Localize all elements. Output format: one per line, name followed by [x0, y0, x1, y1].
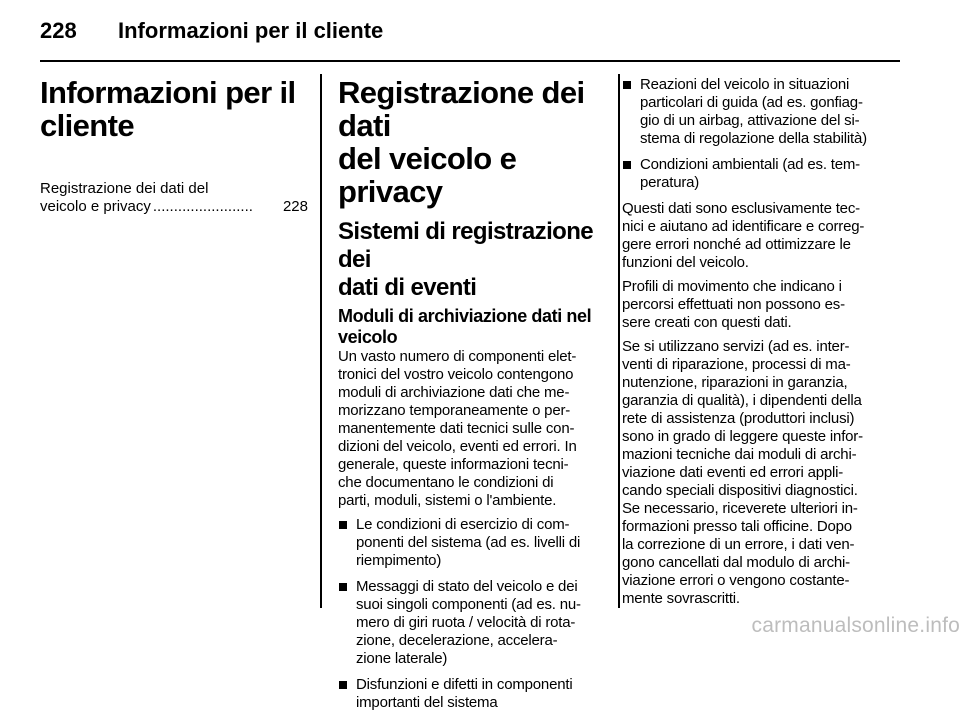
text-line: viazione errori o vengono costante- — [622, 572, 849, 589]
subsection-title-line: Sistemi di registrazione dei — [338, 218, 593, 273]
text-line: viazione dati eventi ed errori appli- — [622, 464, 843, 481]
list-item — [622, 76, 902, 148]
section-title — [338, 76, 604, 208]
chapter-title — [40, 76, 308, 142]
text-line: manentemente dati tecnici sulle con- — [338, 420, 574, 437]
bullet-square-icon — [339, 521, 347, 529]
toc-page-number: 228 — [283, 198, 308, 216]
text-line: suoi singoli componenti (ad es. nu- — [356, 596, 581, 613]
toc-entry-line: veicolo e privacy — [40, 198, 151, 216]
text-line: formazioni presso tali officine. Dopo — [622, 518, 852, 535]
text-line: ponenti del sistema (ad es. livelli di — [356, 534, 580, 551]
chapter-title-line: Informazioni per il — [40, 75, 296, 110]
section-title-line: Registrazione dei dati — [338, 75, 584, 143]
header-rule — [40, 60, 900, 62]
text-line: venti di riparazione, processi di ma- — [622, 356, 851, 373]
text-line: cando speciali dispositivi diagnostici. — [622, 482, 858, 499]
subsection-title-line: dati di eventi — [338, 274, 476, 301]
list-item — [622, 156, 902, 192]
text-line: riempimento) — [356, 552, 441, 569]
running-title: Informazioni per il cliente — [118, 18, 383, 44]
toc-entry-line: Registrazione dei dati del — [40, 180, 308, 198]
chapter-title-line: cliente — [40, 108, 134, 143]
text-line: garanzia di qualità), i dipendenti della — [622, 392, 862, 409]
text-line: stema di regolazione della stabilità) — [640, 130, 867, 147]
body-paragraph — [622, 200, 902, 272]
text-line: mero di giri ruota / velocità di rota- — [356, 614, 575, 631]
bullet-square-icon — [339, 583, 347, 591]
text-line: nutenzione, riparazioni in garanzia, — [622, 374, 847, 391]
text-line: che documentano le condizioni di — [338, 474, 553, 491]
column-divider-2 — [618, 74, 620, 608]
subsubsection-title — [338, 306, 604, 348]
body-paragraph — [338, 348, 604, 510]
text-line: mazioni tecniche dai moduli di archi- — [622, 446, 856, 463]
list-item — [338, 516, 604, 570]
text-line: peratura) — [640, 174, 699, 191]
bullet-square-icon — [339, 681, 347, 689]
text-line: rete di assistenza (produttori inclusi) — [622, 410, 854, 427]
text-line: gono cancellati dal modulo di archi- — [622, 554, 850, 571]
text-line: dizioni del veicolo, eventi ed errori. In — [338, 438, 577, 455]
text-line: Profili di movimento che indicano i — [622, 278, 842, 295]
section-title-line: del veicolo e privacy — [338, 141, 516, 209]
text-line: generale, queste informazioni tecni- — [338, 456, 568, 473]
text-line: morizzano temporaneamente o per- — [338, 402, 570, 419]
text-line: la correzione di un errore, i dati ven- — [622, 536, 854, 553]
list-item — [338, 578, 604, 668]
column-3 — [622, 76, 902, 614]
bullet-list — [622, 76, 902, 192]
text-line: particolari di guida (ad es. gonfiag- — [640, 94, 863, 111]
text-line: sono in grado di leggere queste infor- — [622, 428, 863, 445]
page-number: 228 — [40, 18, 77, 44]
watermark: carmanualsonline.info — [752, 614, 960, 638]
text-line: gio di un airbag, attivazione del si- — [640, 112, 859, 129]
text-line: Se si utilizzano servizi (ad es. inter- — [622, 338, 849, 355]
text-line: gere errori nonché ad ottimizzare le — [622, 236, 851, 253]
text-line: sere creati con questi dati. — [622, 314, 792, 331]
toc-leader-dots: ........................ — [151, 198, 283, 216]
text-line: Questi dati sono esclusivamente tec- — [622, 200, 860, 217]
column-1 — [40, 76, 308, 216]
text-line: Le condizioni di esercizio di com- — [356, 516, 569, 533]
text-line: importanti del sistema — [356, 694, 498, 711]
text-line: tronici del vostro veicolo contengono — [338, 366, 573, 383]
bullet-square-icon — [623, 81, 631, 89]
text-line: percorsi effettuati non possono es- — [622, 296, 845, 313]
column-2 — [338, 76, 604, 720]
bullet-list — [338, 516, 604, 712]
body-paragraph — [622, 338, 902, 608]
list-item — [338, 676, 604, 712]
text-line: moduli di archiviazione dati che me- — [338, 384, 569, 401]
text-line: Se necessario, riceverete ulteriori in- — [622, 500, 858, 517]
text-line: Messaggi di stato del veicolo e dei — [356, 578, 577, 595]
subsubsection-title-line: Moduli di archiviazione dati nel — [338, 306, 591, 326]
text-line: zione laterale) — [356, 650, 447, 667]
text-line: mente sovrascritti. — [622, 590, 740, 607]
subsubsection-title-line: veicolo — [338, 327, 397, 347]
toc-entry[interactable] — [40, 180, 308, 216]
text-line: Condizioni ambientali (ad es. tem- — [640, 156, 860, 173]
text-line: zione, decelerazione, accelera- — [356, 632, 557, 649]
text-line: nici e aiutano ad identificare e correg- — [622, 218, 864, 235]
column-divider-1 — [320, 74, 322, 608]
bullet-square-icon — [623, 161, 631, 169]
text-line: funzioni del veicolo. — [622, 254, 749, 271]
text-line: Un vasto numero di componenti elet- — [338, 348, 576, 365]
text-line: parti, moduli, sistemi o l'ambiente. — [338, 492, 556, 509]
body-paragraph — [622, 278, 902, 332]
text-line: Reazioni del veicolo in situazioni — [640, 76, 849, 93]
text-line: Disfunzioni e difetti in componenti — [356, 676, 572, 693]
subsection-title — [338, 218, 604, 302]
